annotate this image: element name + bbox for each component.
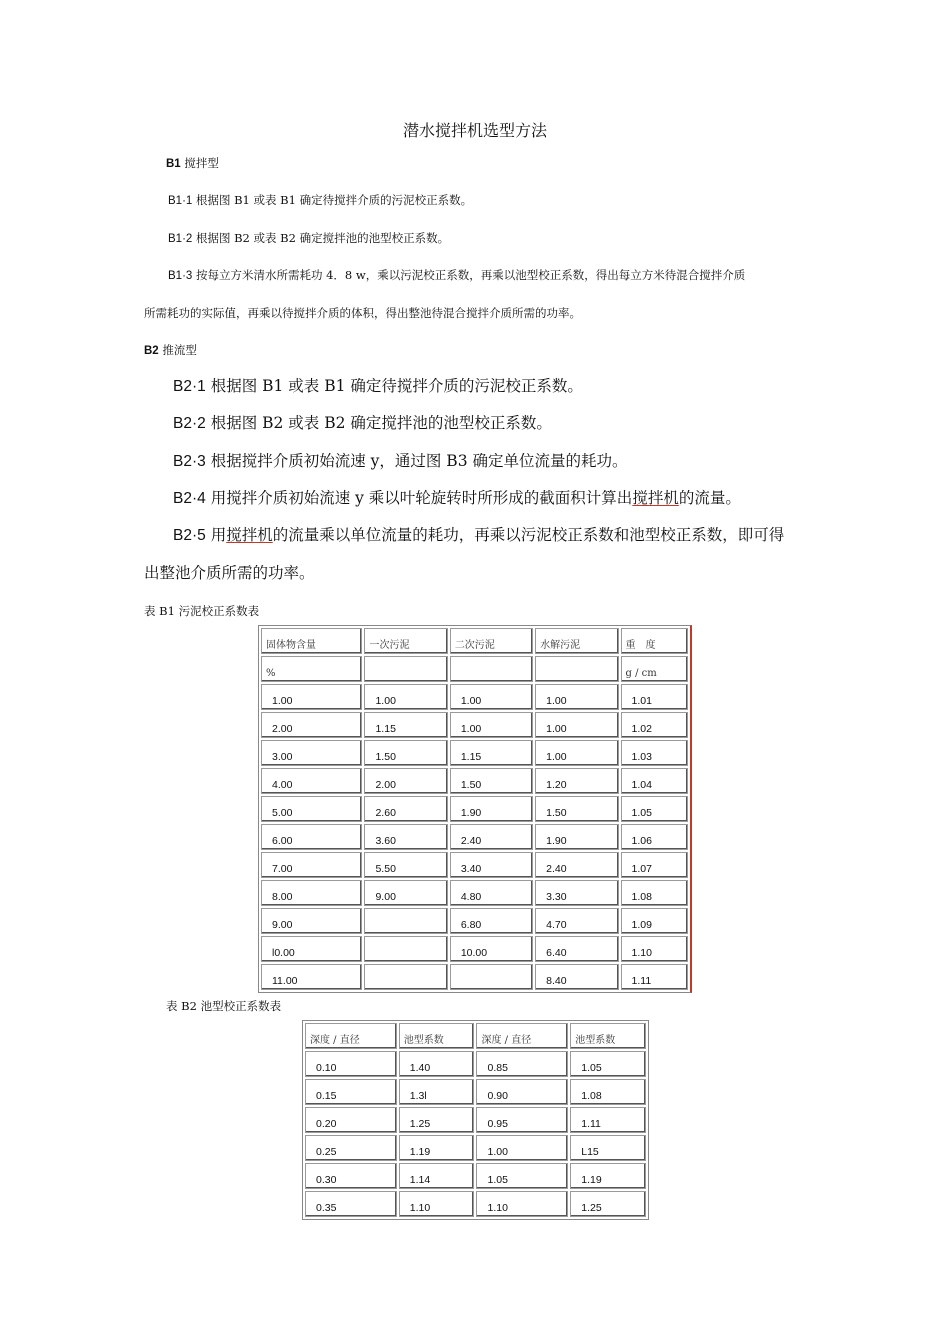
table-cell: 1.11 (621, 964, 689, 990)
item-text: 的流量。 (678, 489, 741, 507)
item-text: 根据搅拌介质初始流速 y，通过图 B3 确定单位流量的耗功。 (210, 452, 628, 470)
table-cell: 深度 / 直径 (476, 1023, 568, 1049)
page-title: 潜水搅拌机选型方法 (402, 121, 547, 140)
table-cell (535, 656, 618, 682)
table-row (261, 936, 688, 962)
table-cell: 5.00 (261, 796, 362, 822)
table-cell: 1.03 (621, 740, 689, 766)
table-row (305, 1191, 646, 1217)
table-cell: 6.40 (535, 936, 618, 962)
table-cell: 10.00 (450, 936, 533, 962)
table-cell: 1.10 (621, 936, 689, 962)
table-cell: 深度 / 直径 (305, 1023, 397, 1049)
table2-caption: 表 B2 池型校正系数表 (166, 999, 282, 1013)
table-cell: 1.15 (364, 712, 447, 738)
table-cell: l0.00 (261, 936, 362, 962)
table-cell: 4.70 (535, 908, 618, 934)
table-row (305, 1107, 646, 1133)
table-row (261, 824, 688, 850)
b1-item-3-continued: 所需耗功的实际值，再乘以待搅拌介质的体积，得出整池待混合搅拌介质所需的功率。 (144, 306, 581, 320)
table-cell: 6.00 (261, 824, 362, 850)
table-cell: 2.00 (364, 768, 447, 794)
table-cell: 1.01 (621, 684, 689, 710)
table-cell: 1.19 (570, 1163, 646, 1189)
table-cell: 1.05 (570, 1051, 646, 1077)
item-text: 的流量乘以单位流量的耗功，再乘以污泥校正系数和池型校正系数，即可得 (272, 526, 785, 544)
table-cell (364, 656, 447, 682)
table-cell (450, 656, 533, 682)
table-row (261, 964, 688, 990)
section-title: 推流型 (162, 343, 197, 357)
table-cell: 1.06 (621, 824, 689, 850)
table-row (261, 880, 688, 906)
table-cell: 8.40 (535, 964, 618, 990)
table-row (261, 796, 688, 822)
table-cell (364, 964, 447, 990)
table-row (305, 1163, 646, 1189)
table-cell: 3.40 (450, 852, 533, 878)
item-text: 根据图 B1 或表 B1 确定待搅拌介质的污泥校正系数。 (210, 377, 583, 395)
table-cell: 9.00 (364, 880, 447, 906)
table-cell: 1.25 (570, 1191, 646, 1217)
table-units-row (261, 656, 688, 682)
table-cell: 0.20 (305, 1107, 397, 1133)
table-cell: 0.90 (476, 1079, 568, 1105)
table-cell: 1.90 (450, 796, 533, 822)
item-text: 按每立方米清水所需耗功 4．8 w，乘以污泥校正系数，再乘以池型校正系数，得出每立方米待混合搅拌介质 (195, 268, 746, 282)
table-cell: 池型系数 (570, 1023, 646, 1049)
section-title: 搅拌型 (184, 156, 219, 170)
table-cell: 9.00 (261, 908, 362, 934)
table-cell (364, 936, 447, 962)
table1-caption: 表 B1 污泥校正系数表 (144, 604, 260, 618)
table-cell: 1.50 (450, 768, 533, 794)
table-cell: 1.00 (261, 684, 362, 710)
table-row (305, 1135, 646, 1161)
table-cell: 3.00 (261, 740, 362, 766)
section-b1-heading (166, 155, 219, 171)
section-code: B2 (144, 345, 159, 357)
table-row (261, 852, 688, 878)
table-cell: 2.00 (261, 712, 362, 738)
b2-item-3 (173, 449, 627, 471)
b2-item-1 (173, 374, 583, 396)
table-row (305, 1051, 646, 1077)
table-cell: 4.80 (450, 880, 533, 906)
table-cell: 1.00 (364, 684, 447, 710)
table-cell: 1.50 (364, 740, 447, 766)
table-cell: 2.40 (535, 852, 618, 878)
table-row (261, 684, 688, 710)
table-cell: 8.00 (261, 880, 362, 906)
table-cell: 1.40 (399, 1051, 475, 1077)
table-row (261, 768, 688, 794)
table-cell: 1.09 (621, 908, 689, 934)
b1-item-3 (168, 267, 745, 283)
table-cell: 0.15 (305, 1079, 397, 1105)
item-text: 根据图 B1 或表 B1 确定待搅拌介质的污泥校正系数。 (195, 193, 473, 207)
table-cell: 1.04 (621, 768, 689, 794)
table-row (305, 1079, 646, 1105)
item-code: B1·2 (168, 233, 193, 245)
table-cell: 1.25 (399, 1107, 475, 1133)
table-cell: 1.90 (535, 824, 618, 850)
item-text: 根据图 B2 或表 B2 确定搅拌池的池型校正系数。 (210, 414, 552, 432)
underlined-term: 搅拌机 (226, 526, 273, 544)
table-cell: 1.15 (450, 740, 533, 766)
table-cell: 1.00 (535, 712, 618, 738)
tank-correction-table (302, 1020, 649, 1220)
table-cell: 1.11 (570, 1107, 646, 1133)
table-cell: 1.05 (476, 1163, 568, 1189)
table-cell: 池型系数 (399, 1023, 475, 1049)
table-row (261, 908, 688, 934)
table-cell: 3.60 (364, 824, 447, 850)
table-cell: 1.08 (570, 1079, 646, 1105)
table-cell: % (261, 656, 362, 682)
table-cell: 0.85 (476, 1051, 568, 1077)
table-cell: g / cm (621, 656, 689, 682)
b2-item-4 (173, 486, 741, 508)
table-cell: 1.20 (535, 768, 618, 794)
item-code: B2·3 (173, 453, 206, 470)
table-header-row (305, 1023, 646, 1049)
table-cell: 5.50 (364, 852, 447, 878)
item-code: B2·5 (173, 527, 206, 544)
section-code: B1 (166, 158, 181, 170)
b1-item-1 (168, 192, 472, 208)
table-cell: 1.3l (399, 1079, 475, 1105)
table-cell: 6.80 (450, 908, 533, 934)
table-cell: 1.05 (621, 796, 689, 822)
table-cell: 1.00 (476, 1135, 568, 1161)
table-cell: 重 度 (621, 628, 689, 654)
table-cell: 0.10 (305, 1051, 397, 1077)
b1-item-2 (168, 230, 449, 246)
table-cell: 0.35 (305, 1191, 397, 1217)
b2-item-5 (173, 523, 784, 545)
table-cell: 1.00 (450, 684, 533, 710)
table-cell: 1.08 (621, 880, 689, 906)
table-cell: 1.10 (476, 1191, 568, 1217)
item-text: 根据图 B2 或表 B2 确定搅拌池的池型校正系数。 (195, 231, 450, 245)
table-cell: L15 (570, 1135, 646, 1161)
table-cell: 1.00 (535, 684, 618, 710)
underlined-term: 搅拌机 (632, 489, 679, 507)
table-cell: 1.07 (621, 852, 689, 878)
item-code: B2·2 (173, 415, 206, 432)
b2-item-2 (173, 411, 552, 433)
sludge-correction-table (258, 625, 692, 993)
table-cell: 2.60 (364, 796, 447, 822)
table-cell: 1.00 (535, 740, 618, 766)
table-row (261, 712, 688, 738)
table-cell: 一次污泥 (364, 628, 447, 654)
table-cell (364, 908, 447, 934)
item-code: B2·4 (173, 490, 206, 507)
item-text: 用搅拌介质初始流速 y 乘以叶轮旋转时所形成的截面积计算出 (210, 489, 633, 507)
table-cell: 1.02 (621, 712, 689, 738)
table-cell: 水解污泥 (535, 628, 618, 654)
table-cell: 7.00 (261, 852, 362, 878)
table-cell: 1.14 (399, 1163, 475, 1189)
table-cell: 1.50 (535, 796, 618, 822)
table-cell: 固体物含量 (261, 628, 362, 654)
item-code: B1·1 (168, 195, 193, 207)
section-b2-heading (144, 342, 197, 358)
table-header-row (261, 628, 688, 654)
table-cell: 1.10 (399, 1191, 475, 1217)
table-cell: 0.25 (305, 1135, 397, 1161)
item-code: B1·3 (168, 270, 193, 282)
table-cell: 二次污泥 (450, 628, 533, 654)
table-row (261, 740, 688, 766)
table-cell: 1.00 (450, 712, 533, 738)
table-cell: 3.30 (535, 880, 618, 906)
table-cell: 11.00 (261, 964, 362, 990)
item-text: 用 (210, 526, 227, 544)
b2-item-5-continued: 出整池介质所需的功率。 (144, 564, 315, 582)
table-cell: 2.40 (450, 824, 533, 850)
table-cell: 0.30 (305, 1163, 397, 1189)
table-cell: 0.95 (476, 1107, 568, 1133)
table-cell (450, 964, 533, 990)
table-cell: 1.19 (399, 1135, 475, 1161)
item-code: B2·1 (173, 378, 206, 395)
table-cell: 4.00 (261, 768, 362, 794)
